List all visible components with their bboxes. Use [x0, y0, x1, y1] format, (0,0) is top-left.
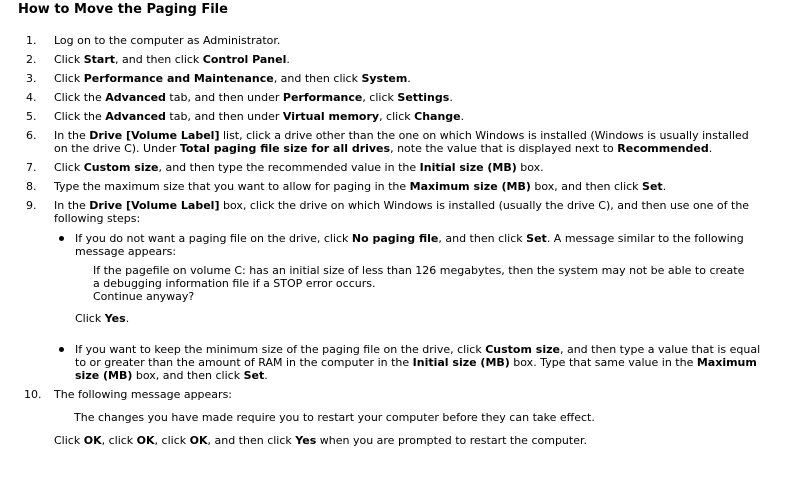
click-yes-instruction: [75, 312, 765, 325]
step-text: Log on to the computer as Administrator.: [54, 34, 281, 47]
instruction-text: Click: [75, 312, 105, 325]
instruction-text: when you are prompted to restart the computer.: [316, 434, 587, 447]
step-text: , note the value that is displayed next to: [390, 142, 618, 155]
ui-term: Start: [83, 53, 116, 66]
message-line: If the pagefile on volume C: has an initial size of less than 126 megabytes, then the system may not be able to create a debugging information file if a STOP error occurs.: [93, 264, 745, 290]
ui-term: No paging file: [351, 232, 439, 245]
instruction-text: , and then click: [207, 434, 296, 447]
step-text: Type the maximum size that you want to allow for paging in the: [54, 180, 410, 193]
ui-term: Settings: [397, 91, 450, 104]
step-text: Click the: [54, 91, 106, 104]
ui-term: Advanced: [105, 110, 166, 123]
step-text: , and then click: [115, 53, 203, 66]
bullet-custom-size: [54, 343, 765, 382]
ui-term: Custom size: [485, 343, 560, 356]
step-8: [0, 180, 795, 193]
ui-term: Total paging file size for all drives: [179, 142, 391, 155]
step-text: , and then type the recommended value in the: [158, 161, 420, 174]
step-text: list, click a drive other than the one on which Windows is installed (Windows is usually installed on the drive C). Under: [54, 129, 749, 155]
ui-term: Control Panel: [202, 53, 287, 66]
ui-term: Set: [526, 232, 547, 245]
bullet-text: . A message similar to the following message appears:: [75, 232, 744, 258]
ui-term: Maximum size (MB): [75, 356, 757, 382]
step-6: [0, 129, 795, 155]
ui-term: Change: [414, 110, 461, 123]
step-10: [0, 388, 795, 447]
ui-term: OK: [189, 434, 208, 447]
ui-term: System: [361, 72, 408, 85]
step-text: Click: [54, 161, 84, 174]
warning-message: [75, 264, 765, 303]
step-9: [0, 199, 795, 382]
instruction-text: .: [125, 312, 130, 325]
ui-term: Drive [Volume Label]: [89, 129, 220, 142]
bullet-text: If you want to keep the minimum size of the paging file on the drive, click: [75, 343, 486, 356]
bullet-dot-icon: [59, 236, 64, 241]
step-text: In the: [54, 129, 90, 142]
step-text: box.: [516, 161, 544, 174]
bullet-text: , and then click: [438, 232, 527, 245]
step-number: 7.: [26, 161, 37, 174]
step-2: [0, 53, 795, 66]
bullet-dot-icon: [59, 347, 64, 352]
ui-term: Initial size (MB): [412, 356, 510, 369]
step-4: [0, 91, 795, 104]
step-text: In the: [54, 199, 90, 212]
step-number: 5.: [26, 110, 37, 123]
ui-term: Set: [243, 369, 265, 382]
instruction-text: Click: [54, 434, 84, 447]
ui-term: Maximum size (MB): [409, 180, 531, 193]
instruction-text: , click: [154, 434, 190, 447]
bullet-text: box, and then click: [132, 369, 244, 382]
step-text: .: [286, 53, 290, 66]
step-text: .: [662, 180, 667, 193]
ui-term: Yes: [295, 434, 317, 447]
step-text: box, click the drive on which Windows is installed (usually the drive C), and then use one of the following steps:: [54, 199, 750, 225]
step-number: 1.: [26, 34, 37, 47]
ui-term: Initial size (MB): [419, 161, 517, 174]
step-number: 6.: [26, 129, 37, 142]
step-number: 2.: [26, 53, 37, 66]
ui-term: Custom size: [83, 161, 159, 174]
step-text: Click the: [54, 110, 106, 123]
ui-term: Virtual memory: [282, 110, 380, 123]
step-7: [0, 161, 795, 174]
final-instruction: [54, 434, 765, 447]
ui-term: Advanced: [105, 91, 166, 104]
step-text: .: [708, 142, 713, 155]
restart-message: The changes you have made require you to restart your computer before they can take effect.: [74, 411, 595, 424]
spacer: [54, 325, 765, 343]
step-text: , click: [379, 110, 415, 123]
message-line: Continue anyway?: [93, 290, 195, 303]
step-text: .: [407, 72, 411, 85]
step-text: Click: [54, 72, 84, 85]
bullet-text: , and then type a value that is equal to or greater than the amount of RAM in the computer in the: [75, 343, 761, 369]
bullet-text: If you do not want a paging file on the drive, click: [75, 232, 352, 245]
step-1: [0, 34, 795, 47]
ui-term: Set: [642, 180, 663, 193]
step-number: 10.: [24, 388, 42, 401]
step-3: [0, 72, 795, 85]
step-text: box, and then click: [530, 180, 643, 193]
bullet-no-paging-file: [54, 232, 765, 325]
step-number: 9.: [26, 199, 37, 212]
step-number: 3.: [26, 72, 37, 85]
steps-list: [0, 34, 795, 453]
step-text: , click: [362, 91, 398, 104]
instruction-text: , click: [101, 434, 137, 447]
step-5: [0, 110, 795, 123]
step-text: Click: [54, 53, 84, 66]
page-title: How to Move the Paging File: [18, 2, 228, 17]
step-text: .: [460, 110, 465, 123]
step-text: .: [449, 91, 453, 104]
step-number: 8.: [26, 180, 37, 193]
ui-term: OK: [136, 434, 155, 447]
ui-term: Performance and Maintenance: [83, 72, 274, 85]
step-text: , and then click: [273, 72, 362, 85]
ui-term: OK: [83, 434, 102, 447]
bullet-text: .: [264, 369, 268, 382]
ui-term: Performance: [282, 91, 363, 104]
bullet-text: box. Type that same value in the: [509, 356, 697, 369]
step-text: The following message appears:: [54, 388, 233, 401]
ui-term: Yes: [104, 312, 126, 325]
step-number: 4.: [26, 91, 37, 104]
step-text: tab, and then under: [165, 91, 283, 104]
ui-term: Recommended: [617, 142, 709, 155]
step-text: tab, and then under: [165, 110, 283, 123]
ui-term: Drive [Volume Label]: [89, 199, 220, 212]
